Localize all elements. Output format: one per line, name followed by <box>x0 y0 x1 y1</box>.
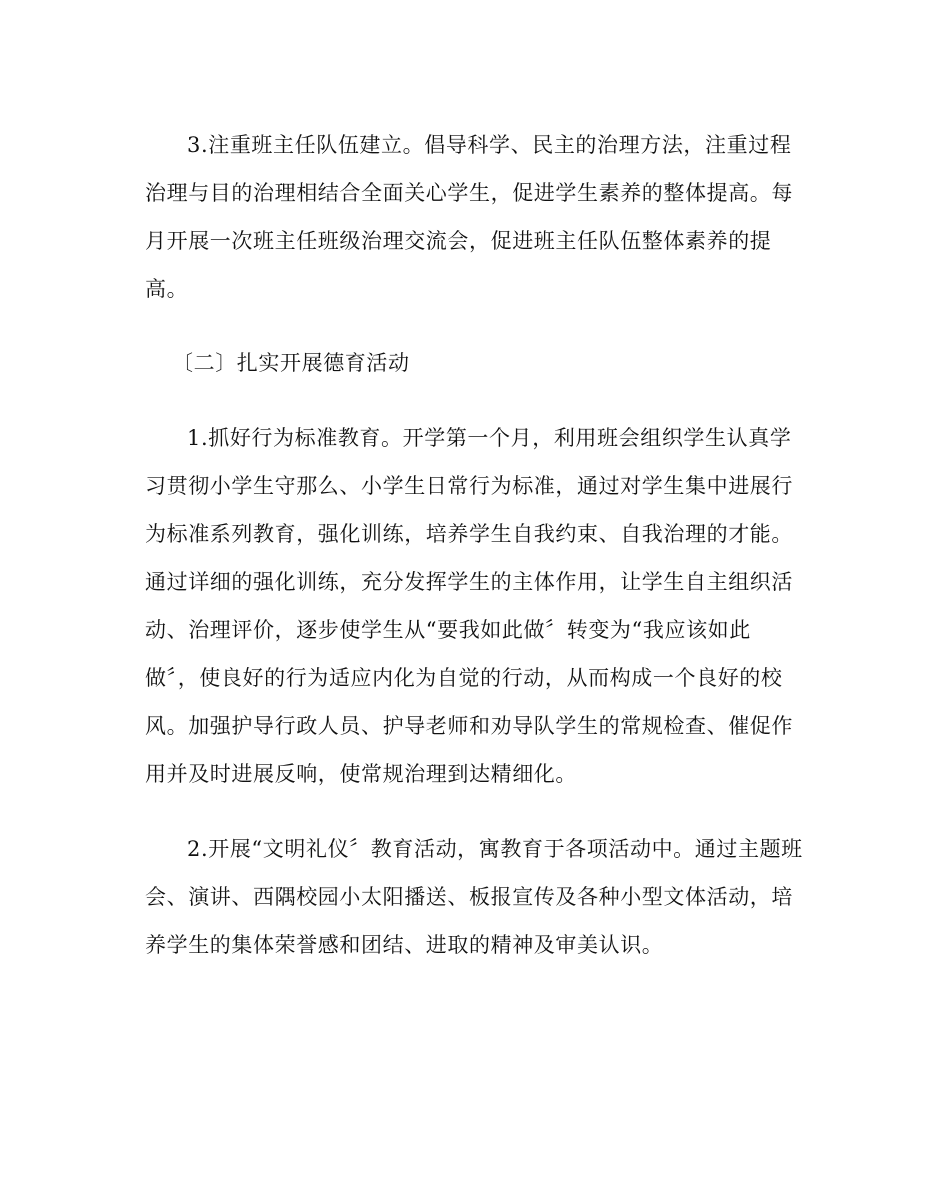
paragraph-2-line-7: 风。加强护导行政人员、护导老师和劝导队学生的常规检查、催促作 <box>145 714 793 738</box>
paragraph-1-line-1: 3.注重班主任队伍建立。倡导科学、民主的治理方法，注重过程 <box>187 133 792 157</box>
paragraph-2-line-6: 做〞，使良好的行为适应内化为自觉的行动，从而构成一个良好的校 <box>145 666 783 690</box>
paragraph-3-line-3: 养学生的集体荣誉感和团结、进取的精神及审美认识。 <box>145 933 664 957</box>
paragraph-2-line-3: 为标准系列教育，强化训练，培养学生自我约束、自我治理的才能。 <box>145 522 793 546</box>
paragraph-2-line-5: 动、治理评价，逐步使学生从“要我如此做〞转变为“我应该如此 <box>145 618 751 642</box>
paragraph-2-line-2: 习贯彻小学生守那么、小学生日常行为标准，通过对学生集中进展行 <box>145 474 793 498</box>
paragraph-3-line-1: 2.开展“文明礼仪〞教育活动，寓教育于各项活动中。通过主题班 <box>187 837 803 861</box>
section-heading: 〔二〕扎实开展德育活动 <box>172 351 410 375</box>
paragraph-2-line-4: 通过详细的强化训练，充分发挥学生的主体作用，让学生自主组织活 <box>145 570 793 594</box>
paragraph-2-line-1: 1.抓好行为标准教育。开学第一个月，利用班会组织学生认真学 <box>187 426 792 450</box>
paragraph-1-line-4: 高。 <box>145 277 189 301</box>
paragraph-1-line-3: 月开展一次班主任班级治理交流会，促进班主任队伍整体素养的提 <box>145 229 772 253</box>
paragraph-1-line-2: 治理与目的治理相结合全面关心学生，促进学生素养的整体提高。每 <box>145 181 793 205</box>
paragraph-3-line-2: 会、演讲、西隅校园小太阳播送、板报宣传及各种小型文体活动，培 <box>145 885 793 909</box>
paragraph-2-line-8: 用并及时进展反响，使常规治理到达精细化。 <box>145 762 577 786</box>
